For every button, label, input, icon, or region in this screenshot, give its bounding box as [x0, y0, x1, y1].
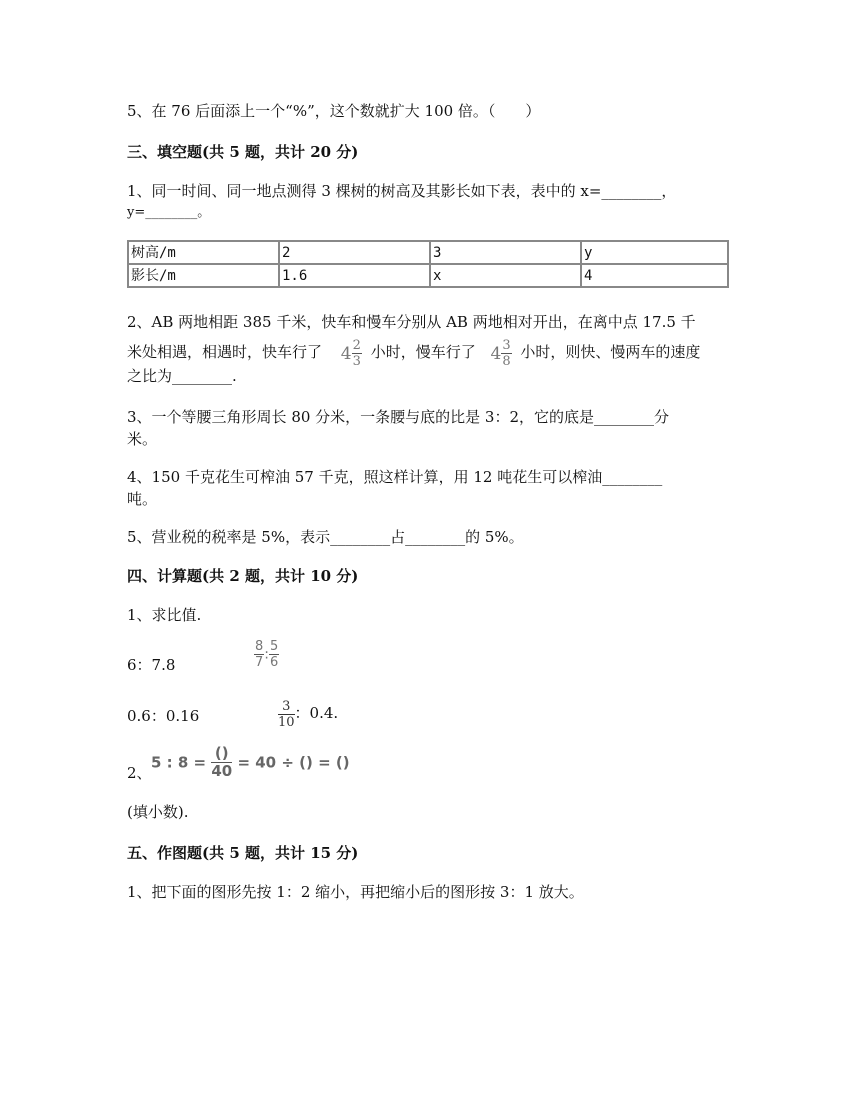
- fraction: [278, 700, 295, 729]
- table-cell: 2: [279, 241, 430, 264]
- ratio-4-rest: ：0.4.: [294, 704, 339, 722]
- fraction-denominator: 3: [352, 354, 361, 369]
- table-cell: 3: [430, 241, 581, 264]
- fraction-denominator: 40: [211, 762, 233, 780]
- table-cell: y: [581, 241, 728, 264]
- ratio-separator: :: [264, 646, 269, 663]
- table-row: [128, 241, 728, 264]
- fill-q5: 5、营业税的税率是 5%，表示________占________的 5%。: [127, 528, 524, 546]
- fraction-numerator: 8: [255, 639, 264, 654]
- fill-q2-line3: 之比为________.: [127, 367, 237, 385]
- ratio-1: 6：7.8: [127, 656, 176, 674]
- expression-part-a: 5 : 8 =: [151, 753, 207, 772]
- ratio-4: [278, 691, 338, 735]
- section-3-title: 三、填空题(共 5 题，共计 20 分): [127, 143, 359, 161]
- mixed-number-1: [341, 331, 362, 376]
- mixed-fraction: [501, 339, 511, 368]
- fraction-numerator: 3: [278, 700, 295, 715]
- fraction-numerator: 2: [352, 338, 361, 353]
- section-5-title: 五、作图题(共 5 题，共计 15 分): [127, 844, 359, 862]
- table-cell: 树高/m: [128, 241, 279, 264]
- fraction-denominator: 6: [270, 655, 279, 670]
- table-cell: 4: [581, 264, 728, 287]
- fill-q4-line1: 4、150 千克花生可榨油 57 千克，照这样计算，用 12 吨花生可以榨油________: [127, 468, 663, 486]
- ratio-3: 0.6：0.16: [127, 707, 200, 725]
- mixed-whole: 4: [490, 343, 502, 364]
- fraction: [269, 640, 279, 669]
- table-cell: 1.6: [279, 264, 430, 287]
- fraction: [254, 640, 264, 669]
- fraction: [211, 746, 232, 779]
- fraction-denominator: 10: [278, 714, 295, 730]
- section-4-title: 四、计算题(共 2 题，共计 10 分): [127, 567, 359, 585]
- tree-shadow-table: [127, 240, 729, 288]
- fill-q3-line1: 3、一个等腰三角形周长 80 分米，一条腰与底的比是 3：2，它的底是________分: [127, 408, 670, 426]
- mixed-number-2: [490, 331, 511, 376]
- table-cell: x: [430, 264, 581, 287]
- mixed-whole: 4: [340, 343, 352, 364]
- fraction-numerator: 5: [270, 639, 279, 654]
- fill-q2-text-a: 米处相遇，相遇时，快车行了: [127, 343, 323, 361]
- ratio-2: [254, 640, 279, 669]
- draw-q1: 1、把下面的图形先按 1：2 缩小，再把缩小后的图形按 3：1 放大。: [127, 883, 584, 901]
- fill-q1-line1: 1、同一时间、同一地点测得 3 棵树的树高及其影长如下表，表中的 x=________，: [127, 182, 677, 200]
- fill-q2-text-c: 小时，则快、慢两车的速度: [520, 343, 701, 361]
- fill-q2-text-b: 小时，慢车行了: [370, 343, 476, 361]
- calc-q2-prefix: 2、: [127, 764, 152, 782]
- fraction-denominator: 7: [255, 655, 264, 670]
- judge-question-5: 5、在 76 后面添上一个“%”，这个数就扩大 100 倍。（ ）: [127, 102, 541, 120]
- table-row: [128, 264, 728, 287]
- fraction-numerator: (): [211, 746, 232, 763]
- mixed-fraction: [352, 339, 362, 368]
- calc-q2-expression: [151, 746, 350, 779]
- fill-q2-line1: 2、AB 两地相距 385 千米，快车和慢车分别从 AB 两地相对开出，在离中点 17.5 千: [127, 313, 696, 331]
- fraction-denominator: 8: [502, 354, 511, 369]
- fill-q1-line2: y=________。: [127, 205, 211, 220]
- calc-q2-note: (填小数).: [127, 803, 189, 821]
- table-cell: 影长/m: [128, 264, 279, 287]
- expression-part-b: = 40 ÷ () = (): [237, 753, 350, 772]
- fill-q3-line2: 米。: [127, 430, 158, 448]
- calc-q1: 1、求比值.: [127, 606, 202, 624]
- fill-q4-line2: 吨。: [127, 490, 158, 508]
- fraction-numerator: 3: [502, 338, 511, 353]
